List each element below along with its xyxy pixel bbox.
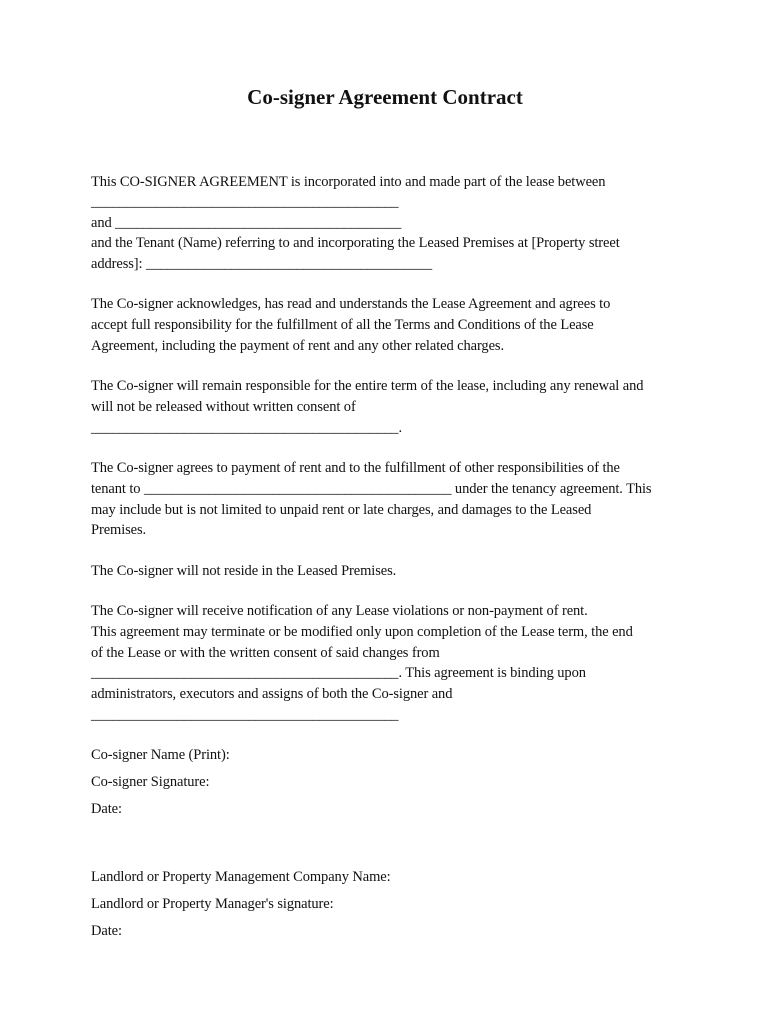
cosigner-name-field: Co-signer Name (Print): <box>91 747 230 763</box>
notification-line-3: of the Lease or with the written consent of said changes from <box>91 645 440 661</box>
payment-line-4: Premises. <box>91 522 147 538</box>
notification-line-5: administrators, executors and assigns of both the Co-signer and <box>91 686 453 702</box>
notification-line-2: This agreement may terminate or be modified only upon completion of the Lease term, the end <box>91 624 633 640</box>
landlord-signature-field: Landlord or Property Manager's signature: <box>91 896 334 912</box>
payment-line-1: The Co-signer agrees to payment of rent and to the fulfillment of other responsibilities of the <box>91 460 620 476</box>
property-address-blank: address]: ________________________________________ <box>91 256 432 272</box>
acknowledgement-line-3: Agreement, including the payment of rent and any other related charges. <box>91 338 504 354</box>
landlord-date-field: Date: <box>91 923 122 939</box>
cosigner-signature-field: Co-signer Signature: <box>91 774 210 790</box>
intro-line-4: and the Tenant (Name) referring to and incorporating the Leased Premises at [Property street <box>91 235 620 251</box>
tenant-name-blank: tenant to ___________________________________________ under the tenancy agreement. This <box>91 481 652 497</box>
consent-party-blank: ___________________________________________. <box>91 420 402 436</box>
acknowledgement-line-1: The Co-signer acknowledges, has read and understands the Lease Agreement and agrees to <box>91 296 611 312</box>
property-manager-blank: and ________________________________________ <box>91 215 402 231</box>
document-title: Co-signer Agreement Contract <box>247 85 523 109</box>
intro-line-1: This CO-SIGNER AGREEMENT is incorporated into and made part of the lease between <box>91 174 606 190</box>
binding-party-blank: ___________________________________________ <box>91 707 399 723</box>
payment-line-3: may include but is not limited to unpaid rent or late charges, and damages to the Leased <box>91 502 592 518</box>
landlord-name-blank: ___________________________________________ <box>91 194 399 210</box>
landlord-company-field: Landlord or Property Management Company Name: <box>91 869 391 885</box>
acknowledgement-line-2: accept full responsibility for the fulfillment of all the Terms and Conditions of the Lease <box>91 317 594 333</box>
cosigner-date-field: Date: <box>91 801 122 817</box>
residence-line: The Co-signer will not reside in the Leased Premises. <box>91 563 397 579</box>
term-line-1: The Co-signer will remain responsible for the entire term of the lease, including any renewal and <box>91 378 644 394</box>
term-line-2: will not be released without written consent of <box>91 399 356 415</box>
changes-party-blank: ___________________________________________. This agreement is binding upon <box>91 665 586 681</box>
notification-line-1: The Co-signer will receive notification of any Lease violations or non-payment of rent. <box>91 603 588 619</box>
